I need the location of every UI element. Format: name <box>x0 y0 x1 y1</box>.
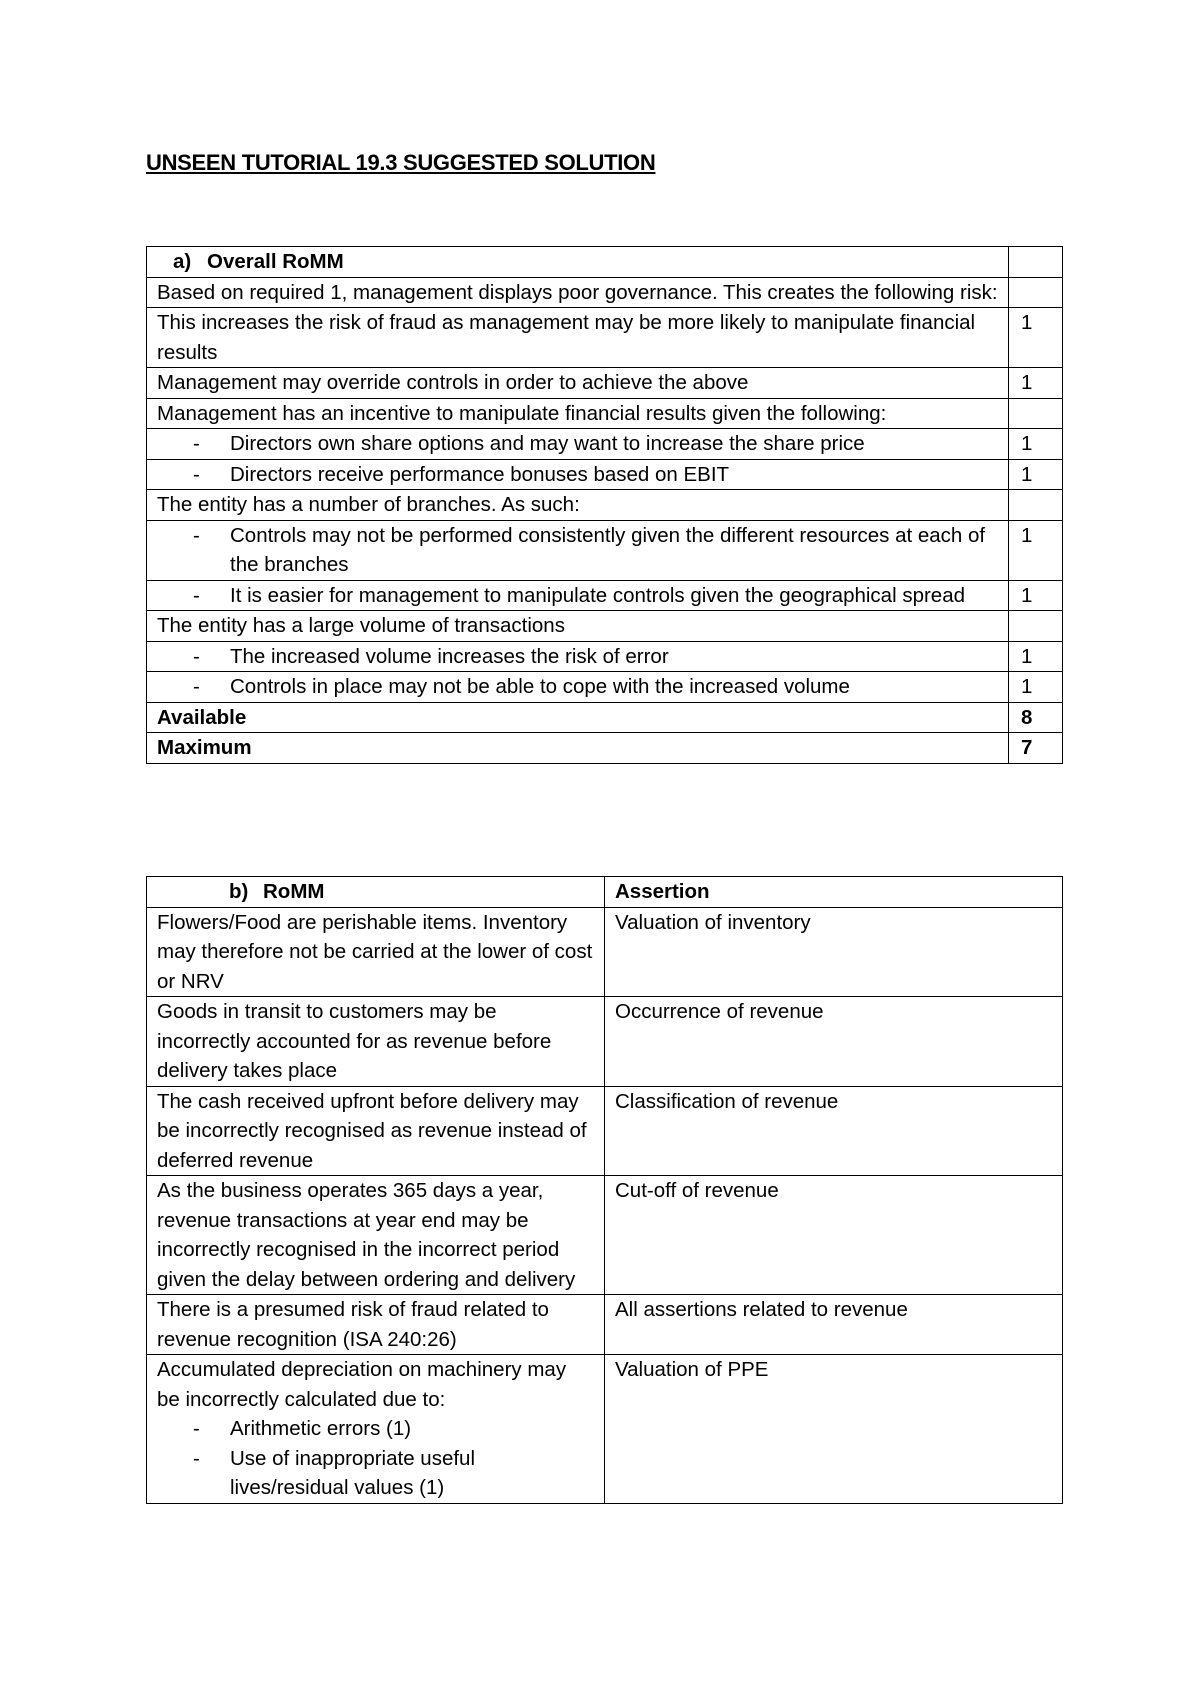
heading-text: RoMM <box>263 880 325 903</box>
table-header-row <box>147 247 1063 278</box>
list-item <box>157 1444 594 1503</box>
risk-cell <box>147 611 1009 642</box>
table-row <box>147 1355 1063 1504</box>
available-row <box>147 702 1063 733</box>
table-row <box>147 520 1063 580</box>
table-row <box>147 997 1063 1087</box>
romm-cell: As the business operates 365 days a year, revenue transactions at year end may be incorrectly recognised in the incorrect period given the delay between ordering and delivery <box>147 1176 605 1295</box>
risk-text: Controls may not be performed consistently given the different resources at each of the branches <box>230 523 986 576</box>
romm-cell: The cash received upfront before delivery may be incorrectly recognised as revenue instead of deferred revenue <box>147 1086 605 1176</box>
bullet-text: Arithmetic errors (1) <box>230 1417 412 1440</box>
romm-text: Accumulated depreciation on machinery may be incorrectly calculated due to: <box>157 1358 567 1411</box>
risk-text: This increases the risk of fraud as management may be more likely to manipulate financial results <box>157 311 976 364</box>
table-row <box>147 368 1063 399</box>
risk-cell <box>147 580 1009 611</box>
mark-cell: 1 <box>1009 429 1063 460</box>
mark-cell <box>1009 490 1063 521</box>
risk-cell <box>147 490 1009 521</box>
risk-text: The increased volume increases the risk of error <box>230 644 669 668</box>
list-item <box>157 1414 594 1444</box>
mark-cell: 1 <box>1009 459 1063 490</box>
risk-cell <box>147 459 1009 490</box>
overall-romm-table <box>146 246 1063 764</box>
dash-bullet: - <box>193 675 200 698</box>
assertion-cell: Cut-off of revenue <box>605 1176 1063 1295</box>
dash-bullet: - <box>193 523 200 547</box>
table-row <box>147 641 1063 672</box>
mark-cell: 1 <box>1009 308 1063 368</box>
maximum-row <box>147 733 1063 764</box>
risk-text: Management may override controls in order to achieve the above <box>157 371 749 394</box>
dash-bullet: - <box>193 432 200 455</box>
bullet-text: Use of inappropriate useful lives/residual values (1) <box>230 1446 476 1499</box>
assertion-heading: Assertion <box>605 877 1063 908</box>
risk-text: It is easier for management to manipulate controls given the geographical spread <box>230 583 966 607</box>
mark-cell <box>1009 247 1063 278</box>
table-row <box>147 490 1063 521</box>
risk-text: Controls in place may not be able to cope with the increased volume <box>230 675 850 698</box>
risk-cell <box>147 398 1009 429</box>
risk-text: Management has an incentive to manipulate financial results given the following: <box>157 401 887 425</box>
risk-cell <box>147 308 1009 368</box>
assertion-cell: Occurrence of revenue <box>605 997 1063 1087</box>
assertion-cell: All assertions related to revenue <box>605 1295 1063 1355</box>
risk-text: Directors receive performance bonuses based on EBIT <box>230 462 730 486</box>
table-row <box>147 1086 1063 1176</box>
page-title: UNSEEN TUTORIAL 19.3 SUGGESTED SOLUTION <box>146 150 656 175</box>
table-row <box>147 580 1063 611</box>
mark-cell: 1 <box>1009 672 1063 703</box>
table-row <box>147 429 1063 460</box>
romm-cell: Goods in transit to customers may be incorrectly accounted for as revenue before delivery takes place <box>147 997 605 1087</box>
list-item <box>157 460 998 490</box>
available-row-value: 8 <box>1009 702 1063 733</box>
assertion-cell: Classification of revenue <box>605 1086 1063 1176</box>
mark-cell: 1 <box>1009 580 1063 611</box>
dash-bullet: - <box>193 583 200 607</box>
list-item <box>157 642 998 672</box>
list-item <box>157 429 998 459</box>
romm-assertion-table <box>146 876 1063 1504</box>
table-row <box>147 277 1063 308</box>
list-item <box>157 672 998 702</box>
heading-text: Overall RoMM <box>207 250 344 273</box>
risk-text: The entity has a number of branches. As such: <box>157 493 580 516</box>
risk-text: Based on required 1, management displays poor governance. This creates the following risk: <box>157 280 998 304</box>
heading-letter: b) <box>229 880 249 903</box>
risk-cell <box>147 368 1009 399</box>
mark-cell <box>1009 611 1063 642</box>
dash-bullet: - <box>193 1417 200 1440</box>
mark-cell <box>1009 277 1063 308</box>
assertion-cell: Valuation of inventory <box>605 907 1063 997</box>
risk-cell <box>147 277 1009 308</box>
table-row <box>147 398 1063 429</box>
maximum-row-value: 7 <box>1009 733 1063 764</box>
heading-letter: a) <box>173 250 192 273</box>
table-row <box>147 611 1063 642</box>
risk-cell <box>147 672 1009 703</box>
romm-cell: There is a presumed risk of fraud related to revenue recognition (ISA 240:26) <box>147 1295 605 1355</box>
mark-cell: 1 <box>1009 520 1063 580</box>
list-item <box>157 521 998 580</box>
table-row <box>147 1176 1063 1295</box>
available-row-label: Available <box>147 702 1009 733</box>
assertion-cell: Valuation of PPE <box>605 1355 1063 1504</box>
dash-bullet: - <box>193 1446 200 1470</box>
risk-text: The entity has a large volume of transactions <box>157 614 565 637</box>
mark-cell: 1 <box>1009 641 1063 672</box>
overall-romm-heading <box>147 247 1009 278</box>
table-row <box>147 672 1063 703</box>
table-header-row <box>147 877 1063 908</box>
table-row <box>147 459 1063 490</box>
romm-cell: Flowers/Food are perishable items. Inventory may therefore not be carried at the lower of cost or NRV <box>147 907 605 997</box>
table-row <box>147 308 1063 368</box>
maximum-row-label: Maximum <box>147 733 1009 764</box>
risk-cell <box>147 641 1009 672</box>
table-row <box>147 1295 1063 1355</box>
romm-cell <box>147 1355 605 1504</box>
list-item <box>157 581 998 611</box>
mark-cell <box>1009 398 1063 429</box>
dash-bullet: - <box>193 462 200 486</box>
risk-cell <box>147 429 1009 460</box>
risk-cell <box>147 520 1009 580</box>
romm-heading <box>147 877 605 908</box>
risk-text: Directors own share options and may want to increase the share price <box>230 432 865 455</box>
mark-cell: 1 <box>1009 368 1063 399</box>
table-row <box>147 907 1063 997</box>
dash-bullet: - <box>193 644 200 668</box>
